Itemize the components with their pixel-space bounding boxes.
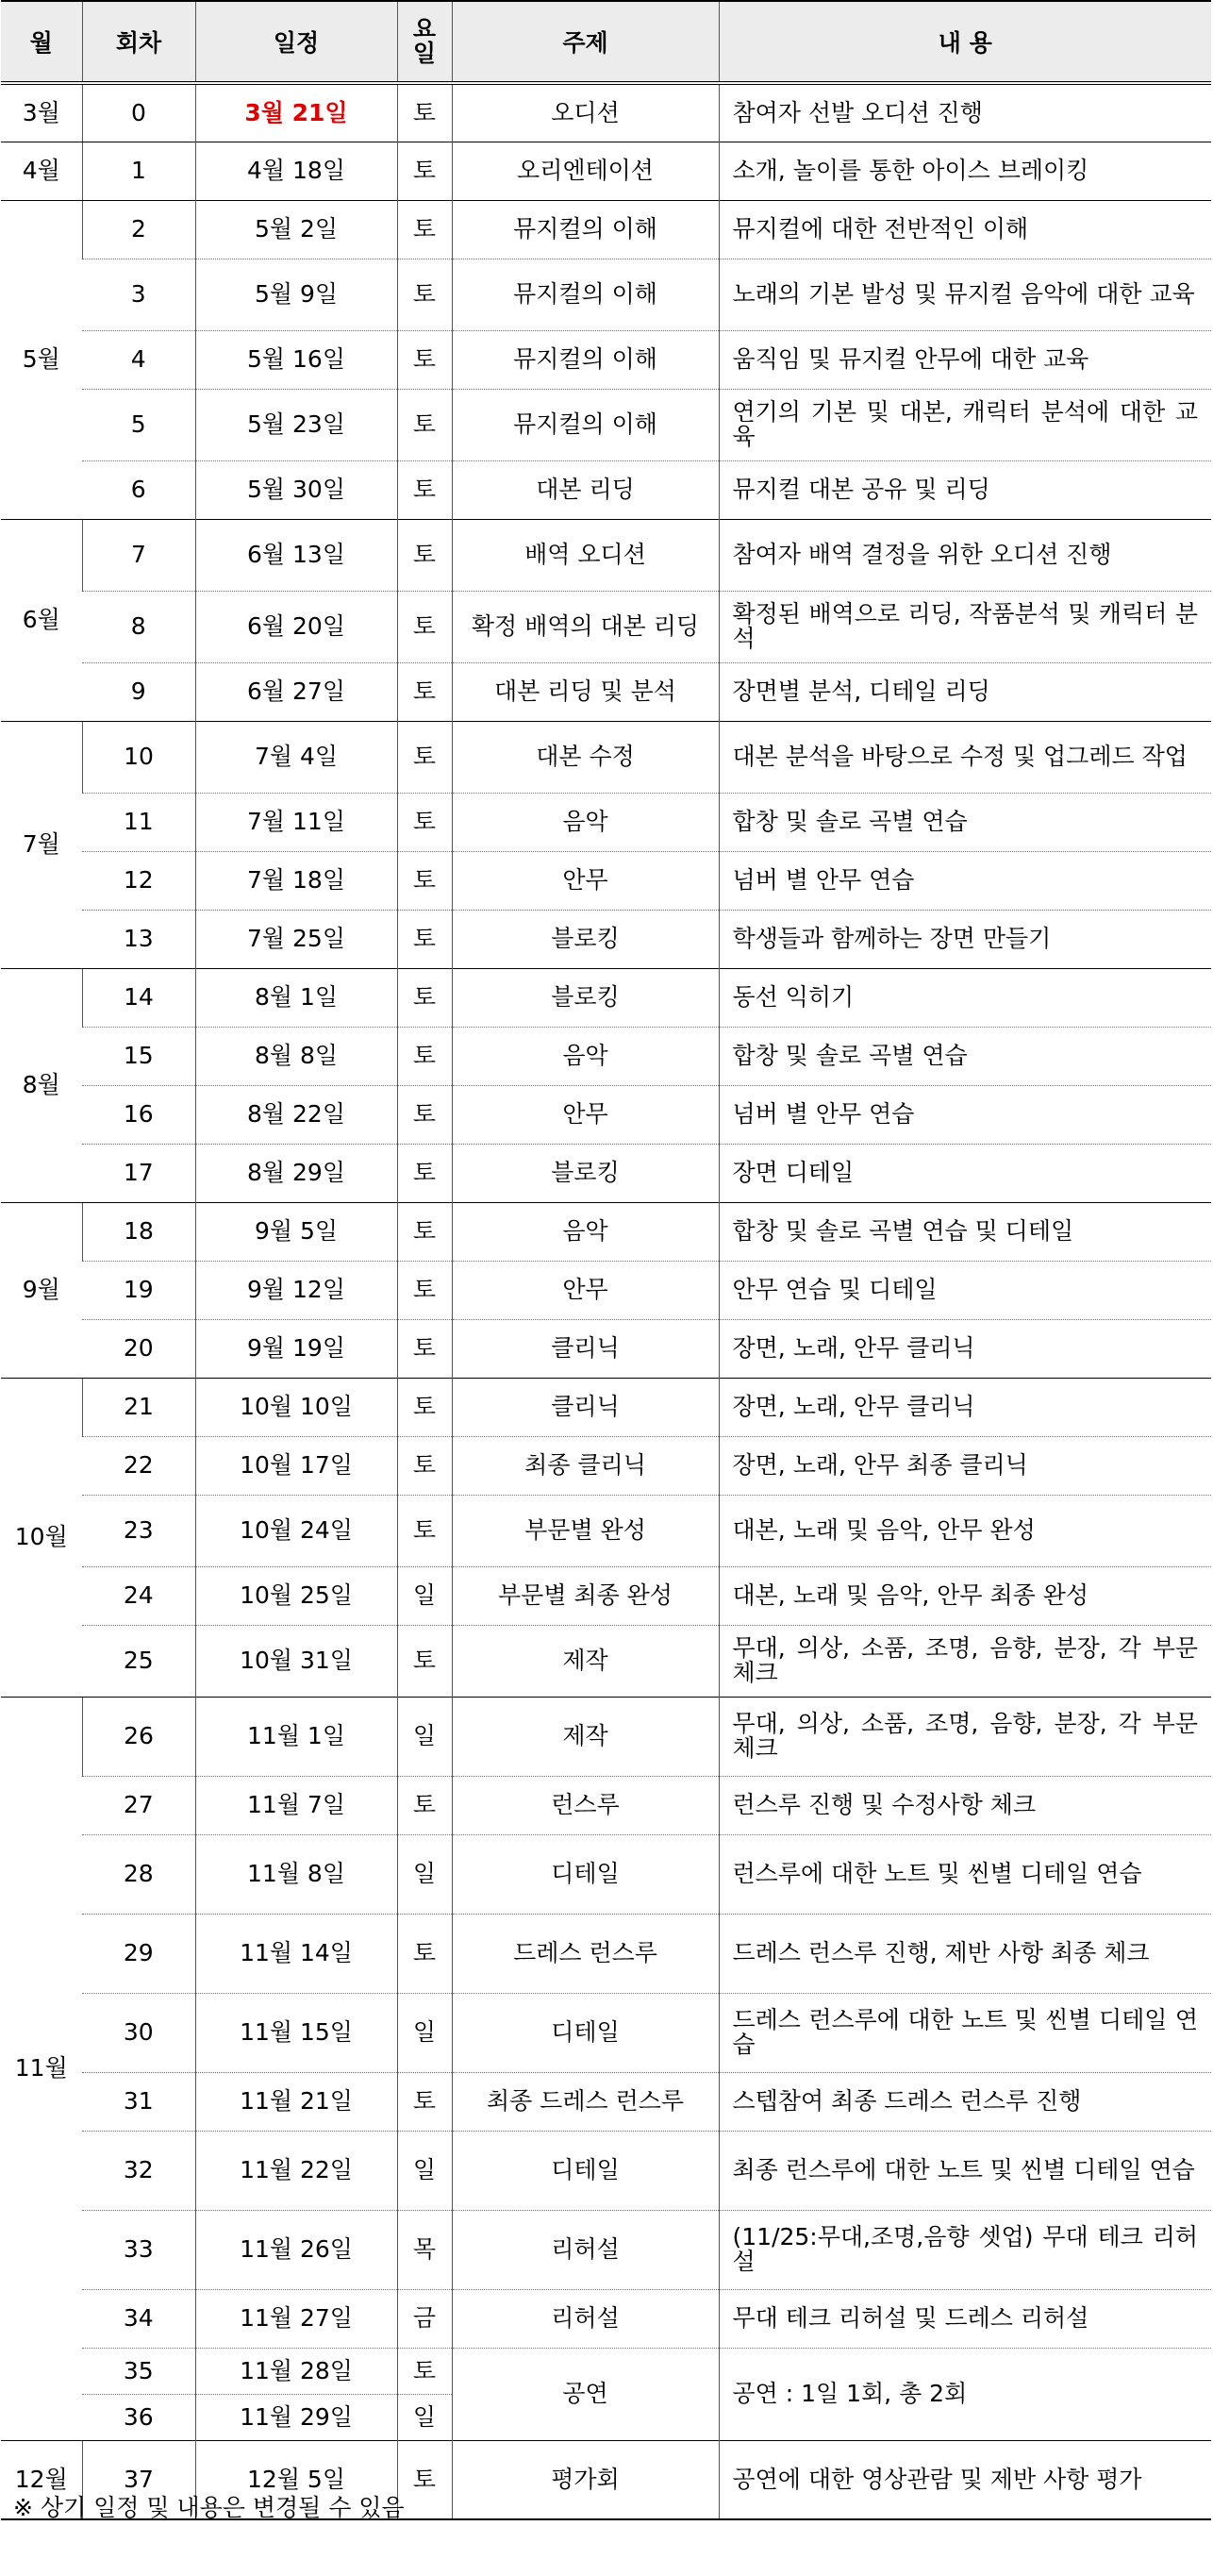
content-cell: 무대 테크 리허설 및 드레스 리허설 [719,2289,1211,2348]
table-row [1,1436,1211,1495]
header-topic: 주제 [452,1,719,83]
content-cell: 참여자 배역 결정을 위한 오디션 진행 [719,519,1211,591]
month-cell: 9월 [1,1202,82,1378]
date-cell: 6월 27일 [195,662,397,721]
content-cell: 연기의 기본 및 대본, 캐릭터 분석에 대한 교육 [719,389,1211,460]
table-row [1,2289,1211,2348]
schedule-header [1,1,1211,83]
header-month: 월 [1,1,82,83]
weekday-cell: 토 [397,1914,452,1993]
date-cell: 7월 25일 [195,910,397,968]
content-cell: 드레스 런스루 진행, 제반 사항 최종 체크 [719,1914,1211,1993]
date-cell: 10월 24일 [195,1495,397,1566]
weekday-cell: 토 [397,460,452,519]
date-cell: 5월 23일 [195,389,397,460]
session-number-cell: 28 [82,1834,195,1914]
table-row [1,910,1211,968]
weekday-cell: 토 [397,1378,452,1436]
content-cell: 대본 분석을 바탕으로 수정 및 업그레드 작업 [719,721,1211,793]
session-number-cell: 20 [82,1319,195,1378]
date-cell: 11월 21일 [195,2072,397,2131]
topic-cell: 안무 [452,851,719,910]
weekday-cell: 일 [397,2131,452,2210]
topic-cell: 디테일 [452,1834,719,1914]
topic-cell: 런스루 [452,1776,719,1834]
content-cell: 장면 디테일 [719,1144,1211,1202]
date-cell: 10월 31일 [195,1625,397,1697]
weekday-cell: 토 [397,519,452,591]
table-row [1,793,1211,851]
table-row [1,1027,1211,1085]
table-row [1,2072,1211,2131]
date-cell: 11월 8일 [195,1834,397,1914]
date-cell: 6월 20일 [195,591,397,662]
weekday-cell: 목 [397,2210,452,2289]
session-number-cell: 17 [82,1144,195,1202]
topic-cell: 블로킹 [452,968,719,1027]
table-row [1,142,1211,200]
table-row [1,2348,1211,2394]
session-number-cell: 12 [82,851,195,910]
month-cell: 10월 [1,1378,82,1697]
session-number-cell: 6 [82,460,195,519]
session-number-cell: 11 [82,793,195,851]
month-cell: 12월 [1,2440,82,2519]
table-row [1,330,1211,389]
weekday-cell: 토 [397,1202,452,1261]
month-cell: 11월 [1,1697,82,2440]
table-row [1,1144,1211,1202]
topic-cell: 뮤지컬의 이해 [452,259,719,330]
content-cell: 합창 및 솔로 곡별 연습 [719,1027,1211,1085]
session-number-cell: 4 [82,330,195,389]
weekday-cell: 금 [397,2289,452,2348]
date-cell: 6월 13일 [195,519,397,591]
date-cell: 7월 4일 [195,721,397,793]
weekday-cell: 토 [397,662,452,721]
weekday-cell: 토 [397,2440,452,2519]
date-cell: 10월 25일 [195,1566,397,1625]
content-cell: 런스루에 대한 노트 및 씬별 디테일 연습 [719,1834,1211,1914]
weekday-cell: 토 [397,793,452,851]
table-row [1,1566,1211,1625]
session-number-cell: 26 [82,1697,195,1776]
session-number-cell: 7 [82,519,195,591]
content-cell: 안무 연습 및 디테일 [719,1261,1211,1319]
schedule-body [1,83,1211,2519]
content-cell: 참여자 선발 오디션 진행 [719,83,1211,142]
month-cell: 6월 [1,519,82,721]
weekday-cell: 토 [397,1436,452,1495]
weekday-cell: 토 [397,1495,452,1566]
date-cell: 11월 28일 [195,2348,397,2394]
date-cell: 11월 22일 [195,2131,397,2210]
date-cell: 11월 27일 [195,2289,397,2348]
topic-cell: 오리엔테이션 [452,142,719,200]
session-number-cell: 2 [82,200,195,259]
date-cell: 4월 18일 [195,142,397,200]
content-cell: 드레스 런스루에 대한 노트 및 씬별 디테일 연습 [719,1993,1211,2072]
weekday-cell: 토 [397,1027,452,1085]
content-cell: 스텝참여 최종 드레스 런스루 진행 [719,2072,1211,2131]
topic-cell: 제작 [452,1625,719,1697]
content-cell: 뮤지컬에 대한 전반적인 이해 [719,200,1211,259]
table-row [1,519,1211,591]
topic-cell: 블로킹 [452,1144,719,1202]
table-row [1,2210,1211,2289]
weekday-cell: 일 [397,1697,452,1776]
topic-cell: 디테일 [452,1993,719,2072]
session-number-cell: 0 [82,83,195,142]
table-row [1,591,1211,662]
topic-cell: 제작 [452,1697,719,1776]
table-row [1,851,1211,910]
topic-cell: 부문별 완성 [452,1495,719,1566]
table-row [1,1319,1211,1378]
month-cell: 8월 [1,968,82,1202]
topic-cell: 클리닉 [452,1378,719,1436]
weekday-cell: 일 [397,2394,452,2440]
table-row [1,1914,1211,1993]
session-number-cell: 30 [82,1993,195,2072]
session-number-cell: 14 [82,968,195,1027]
topic-cell: 오디션 [452,83,719,142]
weekday-cell: 토 [397,83,452,142]
topic-cell: 확정 배역의 대본 리딩 [452,591,719,662]
content-cell: 무대, 의상, 소품, 조명, 음향, 분장, 각 부문 체크 [719,1697,1211,1776]
date-cell: 8월 22일 [195,1085,397,1144]
date-cell: 9월 19일 [195,1319,397,1378]
weekday-cell: 토 [397,1261,452,1319]
month-cell: 4월 [1,142,82,200]
session-number-cell: 5 [82,389,195,460]
topic-cell: 안무 [452,1261,719,1319]
date-cell: 5월 2일 [195,200,397,259]
table-row [1,389,1211,460]
month-cell: 7월 [1,721,82,968]
weekday-cell: 토 [397,259,452,330]
table-row [1,1378,1211,1436]
topic-cell: 클리닉 [452,1319,719,1378]
table-row [1,83,1211,142]
table-row [1,2131,1211,2210]
content-cell: 런스루 진행 및 수정사항 체크 [719,1776,1211,1834]
topic-cell: 최종 클리닉 [452,1436,719,1495]
date-cell: 9월 12일 [195,1261,397,1319]
table-row [1,200,1211,259]
content-cell: 장면, 노래, 안무 클리닉 [719,1319,1211,1378]
topic-cell: 음악 [452,793,719,851]
weekday-cell: 토 [397,1776,452,1834]
header-content: 내 용 [719,1,1211,83]
topic-cell: 뮤지컬의 이해 [452,200,719,259]
session-number-cell: 13 [82,910,195,968]
table-row [1,1202,1211,1261]
table-row [1,1993,1211,2072]
date-cell: 9월 5일 [195,1202,397,1261]
weekday-cell: 토 [397,1625,452,1697]
weekday-cell: 일 [397,1993,452,2072]
table-row [1,1834,1211,1914]
weekday-cell: 토 [397,142,452,200]
date-cell: 10월 10일 [195,1378,397,1436]
header-row [1,1,1211,83]
schedule-table [1,0,1211,2520]
date-cell: 12월 5일 [195,2440,397,2519]
content-cell: 뮤지컬 대본 공유 및 리딩 [719,460,1211,519]
weekday-cell: 토 [397,330,452,389]
header-date: 일정 [195,1,397,83]
session-number-cell: 29 [82,1914,195,1993]
session-number-cell: 21 [82,1378,195,1436]
table-row [1,1085,1211,1144]
weekday-cell: 토 [397,1144,452,1202]
date-cell: 7월 18일 [195,851,397,910]
topic-cell: 음악 [452,1202,719,1261]
session-number-cell: 24 [82,1566,195,1625]
content-cell: 합창 및 솔로 곡별 연습 및 디테일 [719,1202,1211,1261]
weekday-cell: 토 [397,851,452,910]
header-day [397,1,452,83]
table-row [1,721,1211,793]
topic-cell: 부문별 최종 완성 [452,1566,719,1625]
date-cell: 7월 11일 [195,793,397,851]
weekday-cell: 토 [397,1319,452,1378]
table-row [1,259,1211,330]
session-number-cell: 3 [82,259,195,330]
weekday-cell: 토 [397,721,452,793]
table-row [1,1776,1211,1834]
content-cell: 소개, 놀이를 통한 아이스 브레이킹 [719,142,1211,200]
session-number-cell: 18 [82,1202,195,1261]
content-cell: 장면별 분석, 디테일 리딩 [719,662,1211,721]
session-number-cell: 23 [82,1495,195,1566]
content-cell: 학생들과 함께하는 장면 만들기 [719,910,1211,968]
content-cell: 대본, 노래 및 음악, 안무 최종 완성 [719,1566,1211,1625]
header-session-no: 회차 [82,1,195,83]
content-cell: 넘버 별 안무 연습 [719,1085,1211,1144]
session-number-cell: 15 [82,1027,195,1085]
session-number-cell: 34 [82,2289,195,2348]
topic-cell: 뮤지컬의 이해 [452,389,719,460]
weekday-cell: 토 [397,389,452,460]
table-row [1,1625,1211,1697]
content-cell: 공연에 대한 영상관람 및 제반 사항 평가 [719,2440,1211,2519]
date-cell: 11월 14일 [195,1914,397,1993]
session-number-cell: 25 [82,1625,195,1697]
table-row [1,662,1211,721]
date-cell: 11월 7일 [195,1776,397,1834]
date-cell: 3월 21일 [195,83,397,142]
weekday-cell: 토 [397,968,452,1027]
session-number-cell: 22 [82,1436,195,1495]
topic-cell: 리허설 [452,2289,719,2348]
topic-cell: 대본 수정 [452,721,719,793]
topic-cell: 배역 오디션 [452,519,719,591]
header-day-line1: 요 [412,14,437,42]
table-row [1,460,1211,519]
topic-cell: 음악 [452,1027,719,1085]
date-cell: 11월 29일 [195,2394,397,2440]
date-cell: 5월 9일 [195,259,397,330]
session-number-cell: 27 [82,1776,195,1834]
topic-cell: 대본 리딩 및 분석 [452,662,719,721]
topic-cell: 리허설 [452,2210,719,2289]
date-cell: 5월 30일 [195,460,397,519]
table-row [1,1261,1211,1319]
weekday-cell: 일 [397,1566,452,1625]
content-cell: 무대, 의상, 소품, 조명, 음향, 분장, 각 부문 체크 [719,1625,1211,1697]
table-row [1,1697,1211,1776]
weekday-cell: 토 [397,2072,452,2131]
header-day-line2: 일 [412,39,437,67]
date-cell: 11월 26일 [195,2210,397,2289]
content-cell: 대본, 노래 및 음악, 안무 완성 [719,1495,1211,1566]
session-number-cell: 32 [82,2131,195,2210]
month-cell: 5월 [1,200,82,519]
session-number-cell: 31 [82,2072,195,2131]
topic-cell: 최종 드레스 런스루 [452,2072,719,2131]
session-number-cell: 19 [82,1261,195,1319]
date-cell: 8월 29일 [195,1144,397,1202]
topic-cell: 평가회 [452,2440,719,2519]
content-cell: 넘버 별 안무 연습 [719,851,1211,910]
topic-cell: 디테일 [452,2131,719,2210]
weekday-cell: 토 [397,1085,452,1144]
topic-cell: 드레스 런스루 [452,1914,719,1993]
content-cell: 공연 : 1일 1회, 총 2회 [719,2348,1211,2440]
session-number-cell: 36 [82,2394,195,2440]
topic-cell: 안무 [452,1085,719,1144]
session-number-cell: 33 [82,2210,195,2289]
session-number-cell: 8 [82,591,195,662]
date-cell: 11월 1일 [195,1697,397,1776]
table-row [1,1495,1211,1566]
date-cell: 5월 16일 [195,330,397,389]
weekday-cell: 일 [397,1834,452,1914]
content-cell: 장면, 노래, 안무 클리닉 [719,1378,1211,1436]
date-cell: 10월 17일 [195,1436,397,1495]
weekday-cell: 토 [397,2348,452,2394]
content-cell: (11/25:무대,조명,음향 셋업) 무대 테크 리허설 [719,2210,1211,2289]
session-number-cell: 9 [82,662,195,721]
content-cell: 동선 익히기 [719,968,1211,1027]
table-row [1,968,1211,1027]
session-number-cell: 16 [82,1085,195,1144]
date-cell: 8월 8일 [195,1027,397,1085]
content-cell: 장면, 노래, 안무 최종 클리닉 [719,1436,1211,1495]
topic-cell: 대본 리딩 [452,460,719,519]
content-cell: 확정된 배역으로 리딩, 작품분석 및 캐릭터 분석 [719,591,1211,662]
date-cell: 11월 15일 [195,1993,397,2072]
content-cell: 움직임 및 뮤지컬 안무에 대한 교육 [719,330,1211,389]
topic-cell: 뮤지컬의 이해 [452,330,719,389]
session-number-cell: 35 [82,2348,195,2394]
content-cell: 합창 및 솔로 곡별 연습 [719,793,1211,851]
session-number-cell: 37 [82,2440,195,2519]
topic-cell: 블로킹 [452,910,719,968]
footnote: ※ 상기 일정 및 내용은 변경될 수 있음 [13,2494,405,2521]
content-cell: 노래의 기본 발성 및 뮤지컬 음악에 대한 교육 [719,259,1211,330]
weekday-cell: 토 [397,910,452,968]
month-cell: 3월 [1,83,82,142]
topic-cell: 공연 [452,2348,719,2440]
session-number-cell: 10 [82,721,195,793]
session-number-cell: 1 [82,142,195,200]
content-cell: 최종 런스루에 대한 노트 및 씬별 디테일 연습 [719,2131,1211,2210]
weekday-cell: 토 [397,591,452,662]
date-cell: 8월 1일 [195,968,397,1027]
weekday-cell: 토 [397,200,452,259]
